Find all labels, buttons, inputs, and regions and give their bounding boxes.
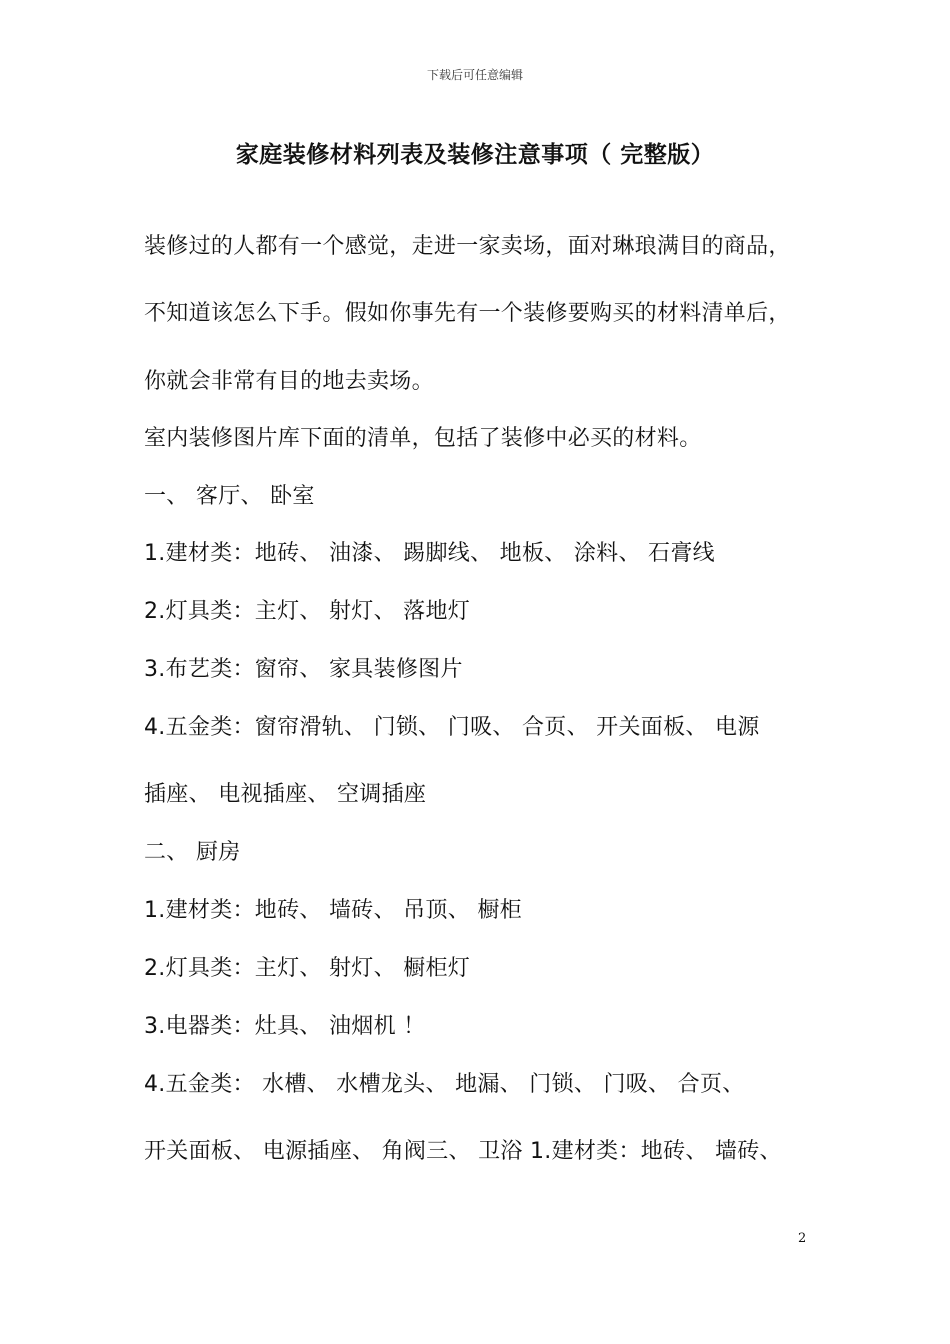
list-item: 2.灯具类：主灯、 射灯、 落地灯 bbox=[144, 599, 471, 624]
paragraph-line: 装修过的人都有一个感觉，走进一家卖场，面对琳琅满目的商品， bbox=[144, 234, 791, 259]
list-item: 3.布艺类：窗帘、 家具装修图片 bbox=[144, 657, 463, 682]
list-item: 3.电器类：灶具、 油烟机 ！ bbox=[144, 1014, 426, 1039]
paragraph-line: 室内装修图片库下面的清单，包括了装修中必买的材料。 bbox=[144, 426, 702, 451]
list-item: 4.五金类：窗帘滑轨、 门锁、 门吸、 合页、 开关面板、 电源 bbox=[144, 715, 760, 740]
section-heading: 二、 厨房 bbox=[144, 840, 241, 865]
list-item: 1.建材类：地砖、 油漆、 踢脚线、 地板、 涂料、 石膏线 bbox=[144, 541, 715, 566]
page-number: 2 bbox=[798, 1231, 807, 1246]
paragraph-line: 不知道该怎么下手。假如你事先有一个装修要购买的材料清单后， bbox=[144, 301, 791, 326]
paragraph-line: 你就会非常有目的地去卖场。 bbox=[144, 369, 434, 394]
header-note: 下载后可任意编辑 bbox=[426, 68, 523, 82]
document-title: 家庭装修材料列表及装修注意事项（ 完整版） bbox=[235, 142, 715, 168]
section-heading: 一、 客厅、 卧室 bbox=[144, 484, 315, 509]
list-item: 4.五金类： 水槽、 水槽龙头、 地漏、 门锁、 门吸、 合页、 bbox=[144, 1072, 745, 1097]
list-item-continuation: 开关面板、 电源插座、 角阀三、 卫浴 1.建材类：地砖、 墙砖、 bbox=[144, 1139, 782, 1164]
list-item-continuation: 插座、 电视插座、 空调插座 bbox=[144, 782, 427, 807]
list-item: 1.建材类：地砖、 墙砖、 吊顶、 橱柜 bbox=[144, 898, 522, 923]
list-item: 2.灯具类：主灯、 射灯、 橱柜灯 bbox=[144, 956, 471, 981]
